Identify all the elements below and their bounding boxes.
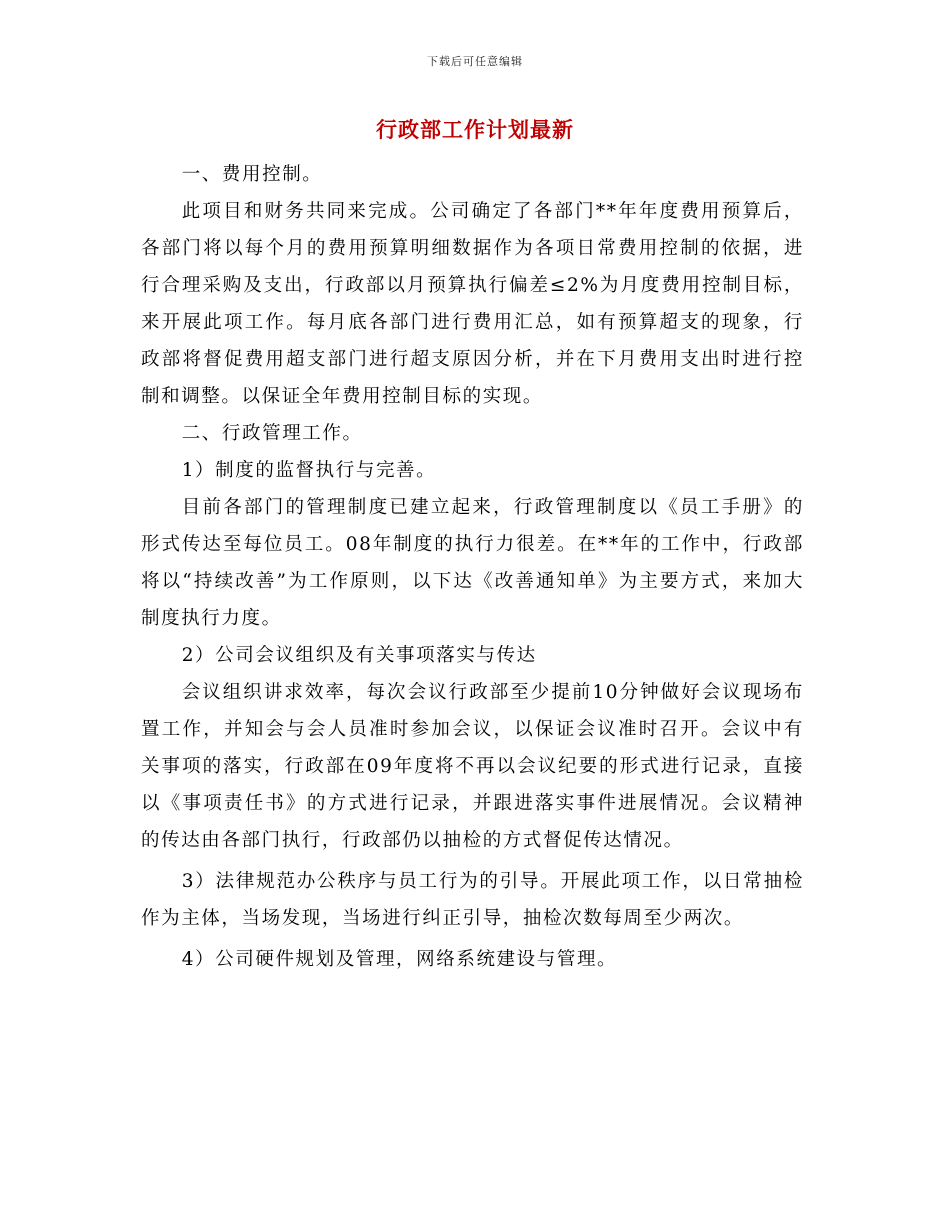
document-body: [141, 156, 804, 978]
paragraph-expense-control: 此项目和财务共同来完成。公司确定了各部门**年年度费用预算后，各部门将以每个月的费用预算明细数据作为各项日常费用控制的依据，进行合理采购及支出，行政部以月预算执行偏差≤2%为月度费用控制目标，来开展此项工作。每月底各部门进行费用汇总，如有预算超支的现象，行政部将督促费用超支部门进行超支原因分析，并在下月费用支出时进行控制和调整。以保证全年费用控制目标的实现。: [141, 201, 804, 407]
document-title: 行政部工作计划最新: [376, 117, 574, 142]
paragraph-hardware-network: 4）公司硬件规划及管理，网络系统建设与管理。: [181, 949, 618, 970]
subheading-meeting-organization: 2）公司会议组织及有关事项落实与传达: [181, 645, 537, 666]
page-header-note: 下载后可任意编辑: [427, 55, 523, 68]
paragraph-meeting-organization: 会议组织讲求效率，每次会议行政部至少提前10分钟做好会议现场布置工作，并知会与会人员准时参加会议，以保证会议准时召开。会议中有关事项的落实，行政部在09年度将不再以会议纪要的形式进行记录，直接以《事项责任书》的方式进行记录，并跟进落实事件进展情况。会议精神的传达由各部门执行，行政部仍以抽检的方式督促传达情况。: [141, 682, 804, 851]
section-heading-admin-management: 二、行政管理工作。: [181, 423, 363, 444]
paragraph-system-supervision: 目前各部门的管理制度已建立起来，行政管理制度以《员工手册》的形式传达至每位员工。08年制度的执行力很差。在**年的工作中，行政部将以“持续改善”为工作原则，以下达《改善通知单》为主要方式，来加大制度执行力度。: [141, 497, 804, 629]
section-heading-expense-control: 一、费用控制。: [181, 164, 323, 185]
paragraph-office-order: 3）法律规范办公秩序与员工行为的引导。开展此项工作，以日常抽检作为主体，当场发现，当场进行纠正引导，抽检次数每周至少两次。: [141, 871, 804, 929]
subheading-system-supervision: 1）制度的监督执行与完善。: [181, 460, 437, 481]
